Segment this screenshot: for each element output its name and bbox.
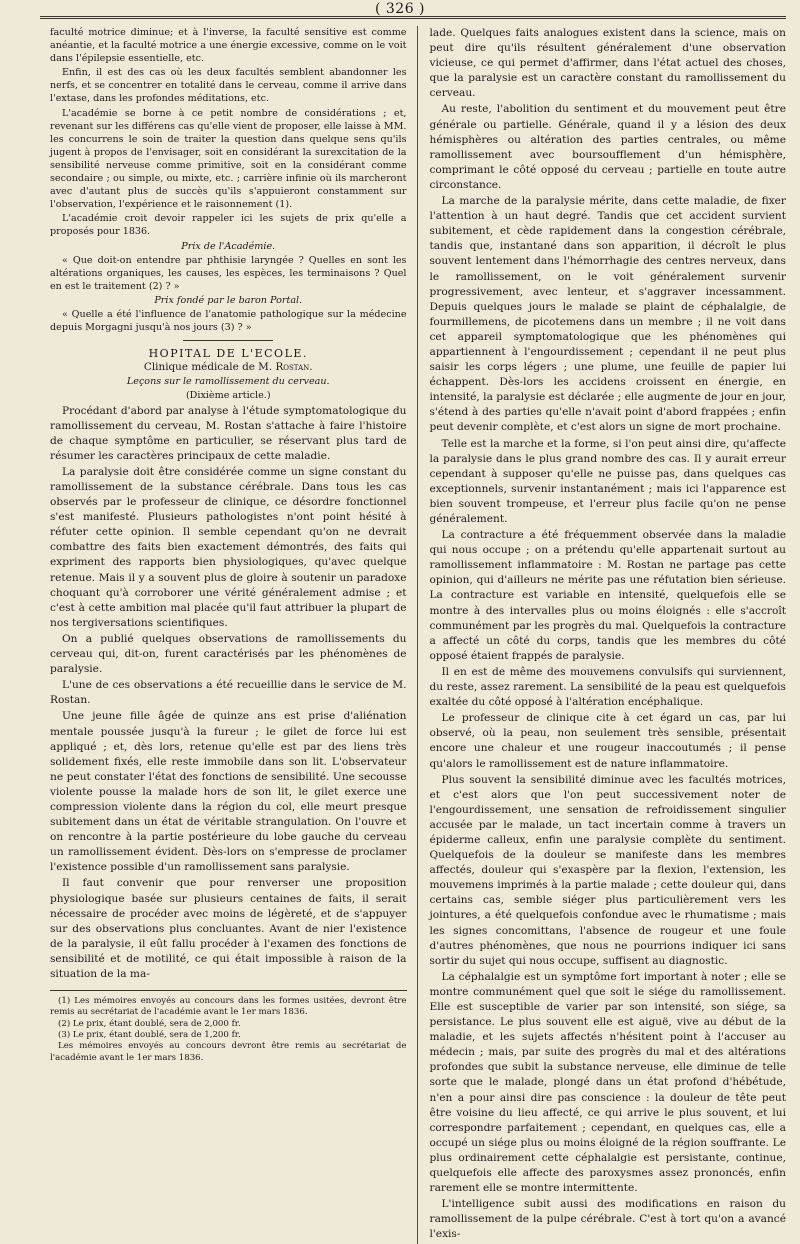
footnote: (2) Le prix, étant doublé, sera de 2,000 fr. — [58, 1018, 241, 1029]
paragraph: faculté motrice diminue; et à l'inverse, la faculté sensitive est comme anéantie, et la faculté motrice a une énergie excessive, comme on le voit dans l'épilepsie essentielle, etc. — [50, 27, 407, 65]
article-body — [50, 404, 407, 983]
section-heading: HOPITAL DE L'ECOLE. — [148, 347, 308, 361]
prize-title: Prix de l'Académie. — [181, 240, 276, 252]
footnote: (1) Les mémoires envoyés au concours dans les formes usitées, devront être remis au secrétariat de l'académie avant le 1er mars 1836. — [50, 996, 407, 1018]
right-column — [430, 26, 787, 1244]
paragraph: Il en est de même des mouvemens convulsifs qui surviennent, du reste, assez rarement. La sensibilité de la peau est quelquefois exaltée du côté opposé à l'altération encéphalique. — [429, 665, 786, 709]
prize-question: « Quelle a été l'influence de l'anatomie pathologique sur la médecine depuis Morgagni jusqu'à nos jours (3) ? » — [50, 308, 407, 334]
paragraph: Telle est la marche et la forme, si l'on peut ainsi dire, qu'affecte la paralysie dans le plus grand nombre des cas. Il y aurait erreur cependant à supposer qu'elle ne puisse pas, dans quelques cas exceptionnels, survenir instantanément ; mais ici l'apparence est bien souvent trompeuse, et l'erreur plus facile qu'on ne pense généralement. — [429, 437, 786, 525]
lecture-title: Leçons sur le ramollissement du cerveau. — [126, 376, 330, 388]
clinic-heading — [50, 361, 407, 374]
paragraph: Plus souvent la sensibilité diminue avec les facultés motrices, et c'est alors que l'on peut successivement noter de l'engourdissement, une sensation de refroidissement singulier accusée par le malade, un tact incertain comme à travers un épiderme calleux, enfin une paralysie complète du sentiment. Quelquefois de la douleur se manifeste dans les membres affectés, douleur qui s'exaspère par la flexion, l'extension, les mouvemens imprimés à la partie malade ; cette douleur qui, dans certains cas, semble siéger plus particulièrement vers les jointures, a été quelquefois confondue avec le rhumatisme ; mais les signes concomittans, l'absence de rougeur et une foule d'autres phénomènes, que nous ne pourrions indiquer ici sans sortir du sujet qui nous occupe, suffisent au diagnostic. — [429, 773, 786, 967]
paragraph: lade. Quelques faits analogues existent dans la science, mais on peut dire qu'ils résultent généralement d'une observation vicieuse, ce qui permet d'affirmer, dans l'état actuel des choses, que la paralysie est un caractère constant du ramollissement du cerveau. — [429, 27, 786, 100]
left-column — [50, 26, 418, 1244]
section-divider — [183, 340, 273, 341]
paragraph: Enfin, il est des cas où les deux facultés semblent abandonner les nerfs, et se concentrer en totalité dans le cerveau, comme il arrive dans l'extase, dans les profondes méditations, etc. — [50, 67, 407, 105]
paragraph: La marche de la paralysie mérite, dans cette maladie, de fixer l'attention à un haut degré. Tandis que cet accident survient subitement, et cède rapidement dans la congestion cérébrale, tandis que, instantané dans son apparition, il décroît le plus souvent lentement dans l'hémorrhagie des centres nerveux, dans le ramollissement, on le voit généralement survenir progressivement, avec lenteur, et s'aggraver incessamment. Depuis quelques jours le malade se plaint de céphalalgie, de fourmillemens, de picotemens dans un membre ; il ne voit dans cet appareil symptomatologique que les phénomènes qui appartiennent à l'engourdissement ; cependant il ne peut plus saisir les corps légers ; une plume, une feuille de papier lui échappent. Dès-lors les accidens croissent en énergie, en intensité, la paralysie est déclarée ; elle augmente de jour en jour, s'étend à des parties qu'elle n'avait point d'abord frappées ; enfin peut devenir complète, et c'est alors un signe de mort prochaine. — [429, 195, 786, 434]
paragraph: Une jeune fille âgée de quinze ans est prise d'aliénation mentale poussée jusqu'à la fureur ; le gilet de force lui est appliqué ; et, dès lors, retenue qu'elle est par des liens très solidement fixés, elle reste immobile dans son lit. L'observateur ne peut constater l'état des fonctions de sensibilité. Une secousse violente pousse la malade hors de son lit, le gilet exerce une compression violente dans la région du col, elle meurt presque subitement dans un état de véritable strangulation. On l'ouvre et on rencontre à la partie postérieure du lobe gauche du cerveau un ramollissement évident. Dès-lors on s'empresse de proclamer l'existence possible d'un ramollissement sans paralysie. — [50, 710, 407, 874]
paragraph: La céphalalgie est un symptôme fort important à noter ; elle se montre communément quel que soit le siége du ramollissement. Elle est susceptible de varier par son intensité, son siége, sa persistance. Le plus souvent elle est aiguë, vive au début de la maladie, et les sujets affectés n'hésitent point à l'accuser au médecin ; mais, par suite des progrès du mal et des altérations profondes que subit la substance nerveuse, elle diminue de telle sorte que le malade, plongé dans un état profond d'hébétude, n'en a pour ainsi dire pas conscience : la douleur de tête peut être voisine du lieu affecté, ce qui arrive le plus souvent, et lui correspondre parfaitement ; cependant, en quelques cas, elle a occupé un siége plus ou moins éloigné de la région souffrante. Le plus ordinairement cette céphalalgie est persistante, continue, quelquefois elle affecte des paroxysmes assez prononcés, enfin rarement elle se montre intermittente. — [429, 970, 786, 1195]
paragraph: Il faut convenir que pour renverser une proposition physiologique basée sur plusieurs centaines de faits, il serait nécessaire de procéder avec moins de légèreté, et de s'appuyer sur des observations plus concluantes. Avant de nier l'existence de la paralysie, il eût fallu procéder à l'examen des fonctions de sensibilité et de motilité, ce qui était impossible à raison de la situation de la ma- — [50, 877, 407, 980]
columns — [50, 26, 786, 1244]
paragraph: L'intelligence subit aussi des modifications en raison du ramollissement de la pulpe cérébrale. C'est à tort qu'on a avancé l'exis- — [429, 1198, 786, 1241]
paragraph: La contracture a été fréquemment observée dans la maladie qui nous occupe ; on a prétendu qu'elle appartenait surtout au ramollissement inflammatoire : M. Rostan ne partage pas cette opinion, qui d'ailleurs ne mérite pas une réfutation bien sérieuse. La contracture est variable en intensité, quelquefois elle se montre à des intervalles plus ou moins éloignés : elle s'accroît communément par les progrès du mal. Quelquefois la contracture a affecté un côté du corps, tandis que les membres du côté opposé étaient frappés de paralysie. — [429, 529, 786, 662]
paragraph: Le professeur de clinique cite à cet égard un cas, par lui observé, où la peau, non seulement très sensible, présentait encore une chaleur et une rougeur inaccoutumés ; il pense qu'alors le ramollissement est de nature inflammatoire. — [429, 712, 786, 770]
article-number: (Dixième article.) — [185, 390, 271, 402]
paragraph: L'une de ces observations a été recueillie dans le service de M. Rostan. — [50, 679, 407, 707]
prize-question: « Que doit-on entendre par phthisie laryngée ? Quelles en sont les altérations organiques, les causes, les espèces, les terminaisons ? Quel en est le traitement (2) ? » — [50, 254, 407, 292]
top-rule — [40, 16, 786, 19]
paragraph: Procédant d'abord par analyse à l'étude symptomatologique du ramollissement du cerveau, M. Rostan s'attache à faire l'histoire de chaque symptôme en particulier, se réservant plus tard de résumer les caractères principaux de cette maladie. — [50, 404, 407, 462]
footnotes — [50, 990, 407, 1064]
footnote: Les mémoires envoyés au concours devront être remis au secrétariat de l'académie avant le 1er mars 1836. — [50, 1041, 407, 1063]
paragraph: Au reste, l'abolition du sentiment et du mouvement peut être générale ou partielle. Générale, quand il y a lésion des deux hémisphères ou altération des parties centrales, ou même ramollissement avec boursoufflement d'un hémisphère, comprimant le côté opposé du cerveau ; partielle en toute autre circonstance. — [429, 103, 786, 191]
clinic-name: Rostan. — [275, 361, 313, 374]
prize-title: Prix fondé par le baron Portal. — [154, 294, 303, 306]
paragraph: On a publié quelques observations de ramollissements du cerveau qui, dit-on, furent caractérisés par les phénomènes de paralysie. — [50, 632, 407, 676]
paragraph: L'académie se borne à ce petit nombre de considérations ; et, revenant sur les différens cas qu'elle vient de proposer, elle laisse à MM. les concurrens le soin de traiter la question dans quelque sens qu'ils jugent à propos de l'envisager, soit en considérant la surexcitation de la sensibilité nerveuse comme primitive, soit en la considérant comme secondaire ; ou simple, ou mixte, etc. ; carrière infinie où ils marcheront avec d'autant plus de succès qu'ils s'appuieront constamment sur l'observation, l'expérience et le raisonnement (1). — [50, 107, 407, 211]
paragraph: L'académie croit devoir rappeler ici les sujets de prix qu'elle a proposés pour 1836. — [50, 213, 407, 238]
clinic-prefix: Clinique médicale de M. — [143, 361, 273, 374]
footnote: (3) Le prix, étant doublé, sera de 1,200 fr. — [58, 1029, 241, 1040]
page-number: ( 326 ) — [0, 0, 800, 18]
paragraph: La paralysie doit être considérée comme un signe constant du ramollissement de la substance cérébrale. Dans tous les cas observés par le professeur de clinique, ce désordre fonctionnel s'est manifesté. Plusieurs pathologistes n'ont point hésité à réfuter cette opinion. Il semble cependant qu'on ne devrait combattre des faits bien exactement démontrés, des faits qui expriment des rapports bien physiologiques, qu'avec quelque retenue. Mais il y a souvent plus de gloire à soutenir un paradoxe choquant qu'à corroborer une vérité généralement admise ; et c'est à cette ambition mal placée qu'il faut attribuer la plupart de nos tergiversations scientifiques. — [50, 465, 407, 629]
